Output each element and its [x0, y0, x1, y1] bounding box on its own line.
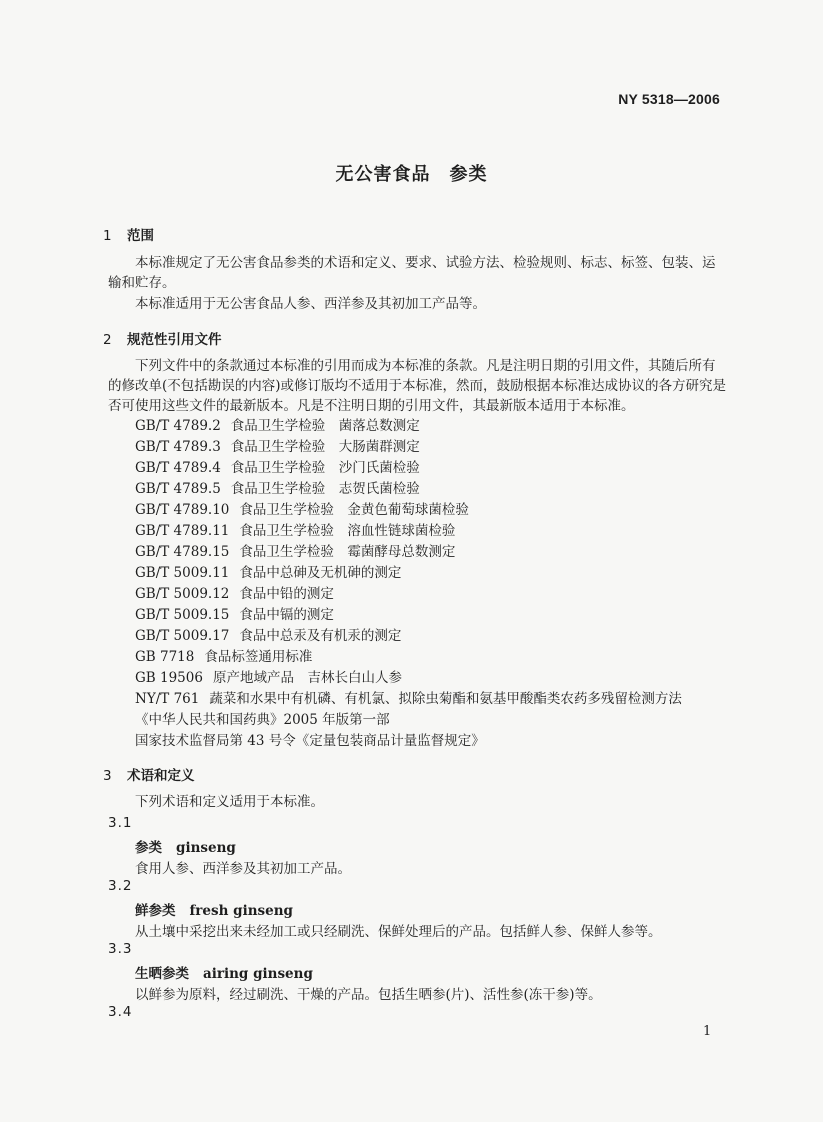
section-heading-1 — [103, 224, 154, 244]
reference-item: NY/T 761 蔬菜和水果中有机磷、有机氯、拟除虫菊酯和氨基甲酸酯类农药多残留检测方法 — [135, 691, 682, 707]
section-title: 术语和定义 — [127, 768, 195, 784]
scope-paragraph-2: 本标准适用于无公害食品人参、西洋参及其初加工产品等。 — [135, 296, 486, 312]
term-number: 3.3 — [108, 941, 133, 957]
reference-item: 《中华人民共和国药典》2005 年版第一部 — [135, 712, 390, 728]
reference-item: GB/T 4789.2 食品卫生学检验 菌落总数测定 — [135, 418, 420, 434]
references-intro-paragraph: 下列文件中的条款通过本标准的引用而成为本标准的条款。凡是注明日期的引用文件，其随后所有的修改单(不包括勘误的内容)或修订版均不适用于本标准，然而，鼓励根据本标准达成协议的各方研究是否可使用这些文件的最新版本。凡是不注明日期的引用文件，其最新版本适用于本标准。 — [108, 358, 727, 414]
reference-item: GB/T 4789.15 食品卫生学检验 霉菌酵母总数测定 — [135, 544, 456, 560]
reference-item: GB/T 5009.17 食品中总汞及有机汞的测定 — [135, 628, 402, 644]
reference-item: GB/T 5009.12 食品中铅的测定 — [135, 586, 334, 602]
section-title: 规范性引用文件 — [127, 332, 222, 348]
section-number: 1 — [103, 228, 112, 244]
terms-intro-paragraph: 下列术语和定义适用于本标准。 — [135, 794, 324, 810]
term-entry: 参类 ginseng — [135, 840, 236, 856]
term-number: 3.2 — [108, 878, 133, 894]
section-title: 范围 — [127, 228, 154, 244]
section-heading-2 — [103, 328, 222, 348]
reference-item: GB 7718 食品标签通用标准 — [135, 649, 313, 665]
standard-code: NY 5318—2006 — [618, 91, 720, 107]
reference-item: GB/T 5009.15 食品中镉的测定 — [135, 607, 334, 623]
scope-paragraph-1: 本标准规定了无公害食品参类的术语和定义、要求、试验方法、检验规则、标志、标签、包装、运输和贮存。 — [108, 255, 716, 291]
reference-item: GB/T 4789.10 食品卫生学检验 金黄色葡萄球菌检验 — [135, 502, 469, 518]
term-number: 3.4 — [108, 1004, 133, 1020]
term-number: 3.1 — [108, 815, 133, 831]
reference-item: GB/T 4789.3 食品卫生学检验 大肠菌群测定 — [135, 439, 420, 455]
document-title: 无公害食品 参类 — [335, 164, 488, 185]
reference-item: GB/T 4789.4 食品卫生学检验 沙门氏菌检验 — [135, 460, 420, 476]
section-number: 2 — [103, 332, 112, 348]
reference-item: GB/T 5009.11 食品中总砷及无机砷的测定 — [135, 565, 402, 581]
term-entry: 生晒参类 airing ginseng — [135, 966, 313, 982]
reference-item: 国家技术监督局第 43 号令《定量包装商品计量监督规定》 — [135, 733, 485, 749]
page-number: 1 — [703, 1024, 712, 1039]
term-definition: 以鲜参为原料，经过刷洗、干燥的产品。包括生晒参(片)、活性参(冻干参)等。 — [135, 987, 602, 1003]
term-entry: 鲜参类 fresh ginseng — [135, 903, 293, 919]
section-number: 3 — [103, 768, 112, 784]
term-definition: 食用人参、西洋参及其初加工产品。 — [135, 861, 351, 877]
reference-item: GB 19506 原产地域产品 吉林长白山人参 — [135, 670, 402, 686]
reference-item: GB/T 4789.11 食品卫生学检验 溶血性链球菌检验 — [135, 523, 456, 539]
section-heading-3 — [103, 764, 195, 784]
term-definition: 从土壤中采挖出来未经加工或只经刷洗、保鲜处理后的产品。包括鲜人参、保鲜人参等。 — [135, 924, 662, 940]
reference-item: GB/T 4789.5 食品卫生学检验 志贺氏菌检验 — [135, 481, 420, 497]
